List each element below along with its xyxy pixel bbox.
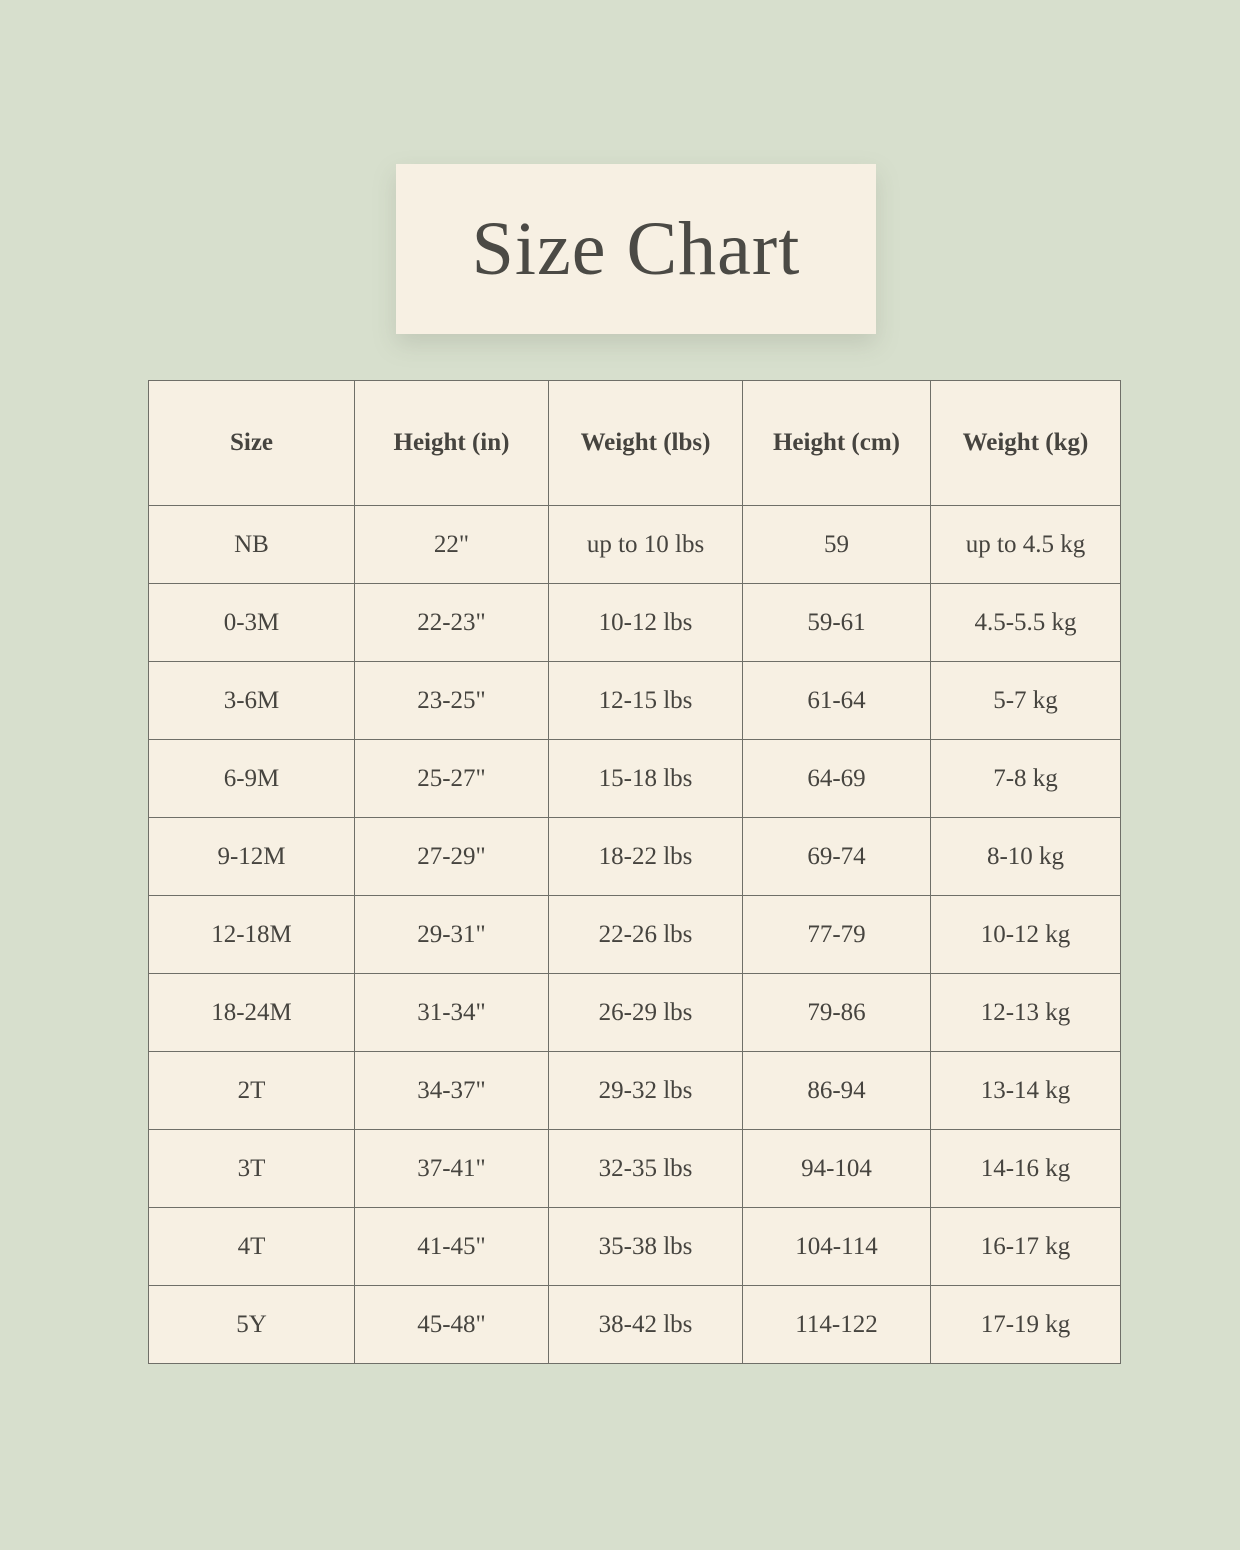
table-row [149,740,1121,818]
cell-height-in: 31-34" [355,974,549,1052]
table-row [149,896,1121,974]
table-row [149,1130,1121,1208]
cell-weight-lbs: 29-32 lbs [549,1052,743,1130]
cell-height-in: 41-45" [355,1208,549,1286]
table-row [149,584,1121,662]
cell-height-in: 45-48" [355,1286,549,1364]
cell-size: 9-12M [149,818,355,896]
cell-height-cm: 104-114 [743,1208,931,1286]
cell-height-in: 23-25" [355,662,549,740]
cell-weight-lbs: up to 10 lbs [549,506,743,584]
cell-height-in: 34-37" [355,1052,549,1130]
table-row [149,1286,1121,1364]
cell-height-in: 22" [355,506,549,584]
table-row [149,1208,1121,1286]
cell-weight-kg: 12-13 kg [931,974,1121,1052]
cell-weight-kg: 5-7 kg [931,662,1121,740]
cell-size: 2T [149,1052,355,1130]
table-row [149,506,1121,584]
column-header-weight-kg: Weight (kg) [931,381,1121,506]
size-table-container [148,380,1092,1364]
cell-size: 3T [149,1130,355,1208]
cell-height-in: 29-31" [355,896,549,974]
page-title: Size Chart [471,207,801,291]
cell-weight-kg: 17-19 kg [931,1286,1121,1364]
size-table [148,380,1121,1364]
cell-height-cm: 77-79 [743,896,931,974]
cell-size: 6-9M [149,740,355,818]
table-row [149,974,1121,1052]
table-row [149,1052,1121,1130]
cell-height-cm: 64-69 [743,740,931,818]
cell-weight-lbs: 35-38 lbs [549,1208,743,1286]
cell-size: 12-18M [149,896,355,974]
cell-weight-kg: 8-10 kg [931,818,1121,896]
cell-weight-lbs: 15-18 lbs [549,740,743,818]
cell-height-cm: 94-104 [743,1130,931,1208]
cell-weight-lbs: 12-15 lbs [549,662,743,740]
cell-weight-lbs: 38-42 lbs [549,1286,743,1364]
cell-height-cm: 86-94 [743,1052,931,1130]
cell-height-cm: 59-61 [743,584,931,662]
cell-height-in: 25-27" [355,740,549,818]
table-row [149,662,1121,740]
column-header-weight-lbs: Weight (lbs) [549,381,743,506]
cell-weight-kg: 16-17 kg [931,1208,1121,1286]
cell-weight-lbs: 10-12 lbs [549,584,743,662]
cell-size: 0-3M [149,584,355,662]
cell-size: 5Y [149,1286,355,1364]
cell-height-in: 27-29" [355,818,549,896]
cell-weight-kg: 10-12 kg [931,896,1121,974]
cell-height-cm: 59 [743,506,931,584]
cell-weight-lbs: 26-29 lbs [549,974,743,1052]
column-header-height-cm: Height (cm) [743,381,931,506]
cell-weight-kg: 7-8 kg [931,740,1121,818]
cell-weight-kg: up to 4.5 kg [931,506,1121,584]
table-header-row [149,381,1121,506]
column-header-height-in: Height (in) [355,381,549,506]
table-row [149,818,1121,896]
cell-height-cm: 114-122 [743,1286,931,1364]
cell-size: 4T [149,1208,355,1286]
cell-size: 18-24M [149,974,355,1052]
cell-height-in: 22-23" [355,584,549,662]
cell-height-in: 37-41" [355,1130,549,1208]
cell-weight-kg: 13-14 kg [931,1052,1121,1130]
cell-weight-kg: 4.5-5.5 kg [931,584,1121,662]
cell-height-cm: 61-64 [743,662,931,740]
cell-height-cm: 69-74 [743,818,931,896]
cell-size: NB [149,506,355,584]
column-header-size: Size [149,381,355,506]
cell-weight-lbs: 22-26 lbs [549,896,743,974]
cell-weight-kg: 14-16 kg [931,1130,1121,1208]
cell-weight-lbs: 18-22 lbs [549,818,743,896]
cell-weight-lbs: 32-35 lbs [549,1130,743,1208]
title-card [396,164,876,334]
cell-height-cm: 79-86 [743,974,931,1052]
cell-size: 3-6M [149,662,355,740]
